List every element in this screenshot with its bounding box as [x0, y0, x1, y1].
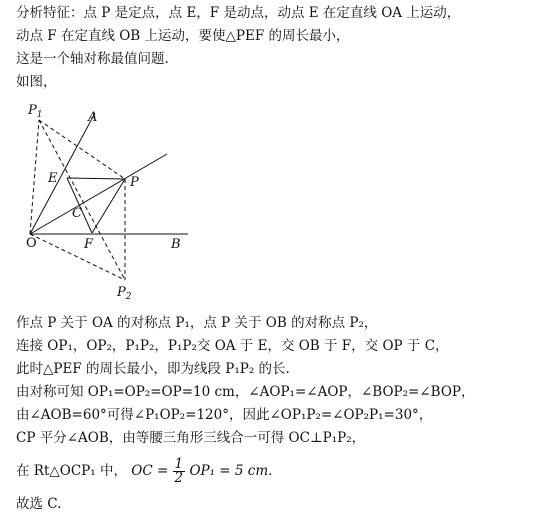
fraction-denominator: 2	[174, 470, 184, 486]
analysis-line-2: 动点 F 在定直线 OB 上运动，要使△PEF 的周长最小，	[16, 28, 350, 44]
fraction-numerator: 1	[174, 456, 184, 472]
label-A: A	[88, 110, 98, 125]
segment-OP1	[30, 120, 39, 234]
oc-rhs: OP₁ = 5 cm.	[189, 463, 273, 479]
rt-triangle-text: 在 Rt△OCP₁ 中，	[16, 463, 127, 479]
label-P: P	[130, 175, 139, 190]
solution-line-2: 连接 OP₁，OP₂，P₁P₂，P₁P₂交 OA 于 E，交 OB 于 F，交 OP 于 C，	[16, 338, 449, 354]
figure-intro: 如图，	[16, 74, 57, 90]
oc-lhs: OC =	[131, 463, 169, 479]
segment-EP	[67, 178, 125, 179]
solution-line-6: CP 平分∠AOB，由等腰三角形三线合一可得 OC⊥P₁P₂，	[16, 430, 366, 446]
solution-line-3: 此时△PEF 的周长最小，即为线段 P₁P₂ 的长.	[16, 361, 290, 377]
label-F: F	[84, 237, 94, 252]
label-P2: $P_2$	[117, 285, 132, 302]
geometry-figure	[20, 100, 200, 305]
analysis-line-3: 这是一个轴对称最值问题.	[16, 51, 169, 67]
label-E: E	[48, 171, 58, 186]
label-O: O	[26, 236, 37, 251]
ray-OA	[30, 113, 95, 234]
label-P1: $P_1$	[28, 103, 43, 120]
solution-line-4: 由对称可知 OP₁=OP₂=OP=10 cm，∠AOP₁=∠AOP，∠BOP₂=∠BOP，	[16, 384, 475, 400]
label-B: B	[171, 237, 181, 252]
solution-line-7	[16, 458, 272, 485]
label-C: C	[72, 206, 82, 221]
segment-OP2	[30, 234, 125, 280]
solution-line-5: 由∠AOB=60°可得∠P₁OP₂=120°，因此∠OP₁P₂=∠OP₂P₁=30°，	[16, 407, 433, 423]
half-fraction	[173, 458, 186, 485]
solution-line-1: 作点 P 关于 OA 的对称点 P₁，点 P 关于 OB 的对称点 P₂，	[16, 315, 378, 331]
answer-line: 故选 C.	[16, 496, 62, 512]
analysis-line-1: 分析特征：点 P 是定点，点 E，F 是动点，动点 E 在定直线 OA 上运动，	[16, 5, 461, 21]
segment-FP	[92, 179, 125, 233]
